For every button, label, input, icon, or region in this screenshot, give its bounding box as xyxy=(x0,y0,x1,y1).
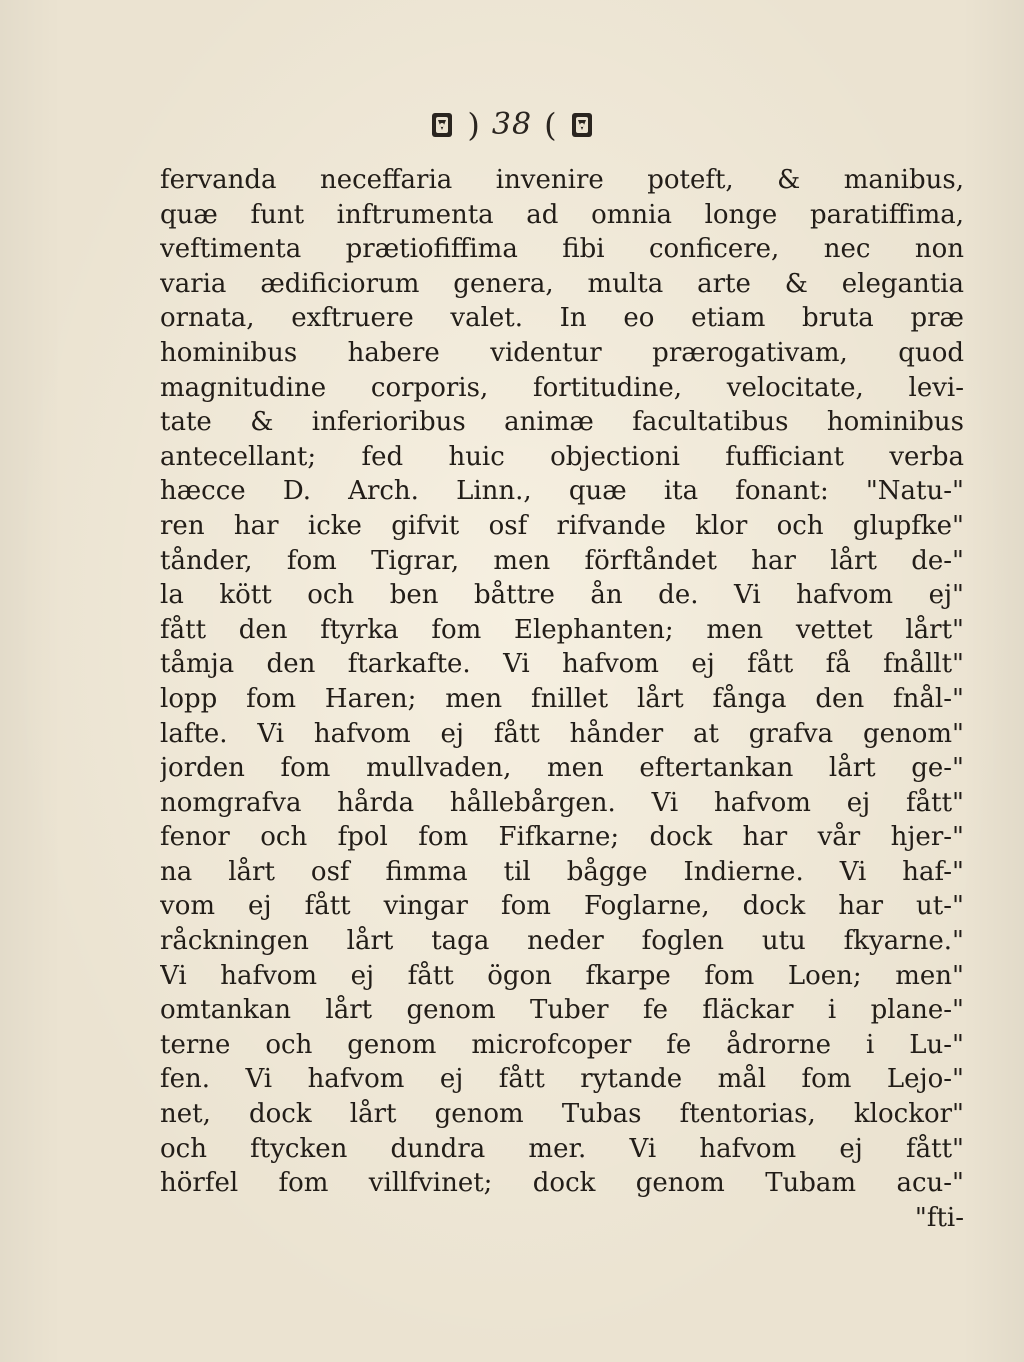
text-line: antecellant; fed huic objectioni fufficiant verba xyxy=(160,441,964,472)
text-line: quæ funt inftrumenta ad omnia longe paratiffima, xyxy=(160,199,964,230)
page-number: 38 xyxy=(491,107,533,142)
text-line: fervanda neceffaria invenire poteft, & manibus, xyxy=(160,165,964,195)
text-line: tåmja den ftarkafte. Vi hafvom ej fått få fnållt" xyxy=(160,649,964,680)
text-line: terne och genom microfcoper fe ådrorne i Lu-" xyxy=(160,1029,964,1060)
text-line: fen. Vi hafvom ej fått rytande mål fom Lejo-" xyxy=(160,1064,964,1095)
body-text xyxy=(160,163,964,1235)
text-line: nomgrafva hårda hållebårgen. Vi hafvom ej fått" xyxy=(160,787,964,818)
text-line: lopp fom Haren; men fnillet lårt fånga den fnål-" xyxy=(160,683,964,714)
text-line: la kött och ben båttre ån de. Vi hafvom ej" xyxy=(160,580,964,611)
text-line: ornata, exftruere valet. In eo etiam bruta præ xyxy=(160,303,964,334)
text-line: jorden fom mullvaden, men eftertankan lårt ge-" xyxy=(160,753,964,784)
text-line: ren har icke gifvit osf rifvande klor och glupfke" xyxy=(160,510,964,541)
header-right-paren: ( xyxy=(544,106,557,144)
text-line: fenor och fpol fom Fifkarne; dock har vår hjer-" xyxy=(160,822,964,853)
text-line: råckningen lårt taga neder foglen utu fkyarne." xyxy=(160,926,964,957)
text-line: och ftycken dundra mer. Vi hafvom ej fått" xyxy=(160,1133,964,1164)
text-line: vom ej fått vingar fom Foglarne, dock har ut-" xyxy=(160,891,964,922)
page-header xyxy=(0,100,1024,150)
text-line: fått den ftyrka fom Elephanten; men vettet lårt" xyxy=(160,614,964,645)
text-line: varia ædificiorum genera, multa arte & elegantia xyxy=(160,268,964,299)
text-line: hæcce D. Arch. Linn., quæ ita fonant: "Natu-" xyxy=(160,476,964,507)
catchword: "fti- xyxy=(914,1202,964,1233)
text-line: hörfel fom villfvinet; dock genom Tubam acu-" xyxy=(160,1168,964,1199)
text-line: net, dock lårt genom Tubas ftentorias, klockor" xyxy=(160,1099,964,1130)
text-line: Vi hafvom ej fått ögon fkarpe fom Loen; men" xyxy=(160,960,964,991)
text-line: hominibus habere videntur prærogativam, quod xyxy=(160,337,964,368)
text-line: tate & inferioribus animæ facultatibus hominibus xyxy=(160,407,964,438)
text-line: omtankan lårt genom Tuber fe fläckar i plane-" xyxy=(160,995,964,1026)
text-line: na lårt osf fimma til bågge Indierne. Vi haf-" xyxy=(160,856,964,887)
printers-flower-ornament-icon xyxy=(569,110,595,140)
text-line: lafte. Vi hafvom ej fått hånder at grafva genom" xyxy=(160,718,964,749)
text-line: tånder, fom Tigrar, men förftåndet har lårt de-" xyxy=(160,545,964,576)
text-line: veftimenta prætiofiffima fibi conficere, nec non xyxy=(160,234,964,265)
header-left-paren: ) xyxy=(467,106,480,144)
printers-flower-ornament-icon xyxy=(429,110,455,140)
text-line: magnitudine corporis, fortitudine, velocitate, levi- xyxy=(160,372,964,403)
